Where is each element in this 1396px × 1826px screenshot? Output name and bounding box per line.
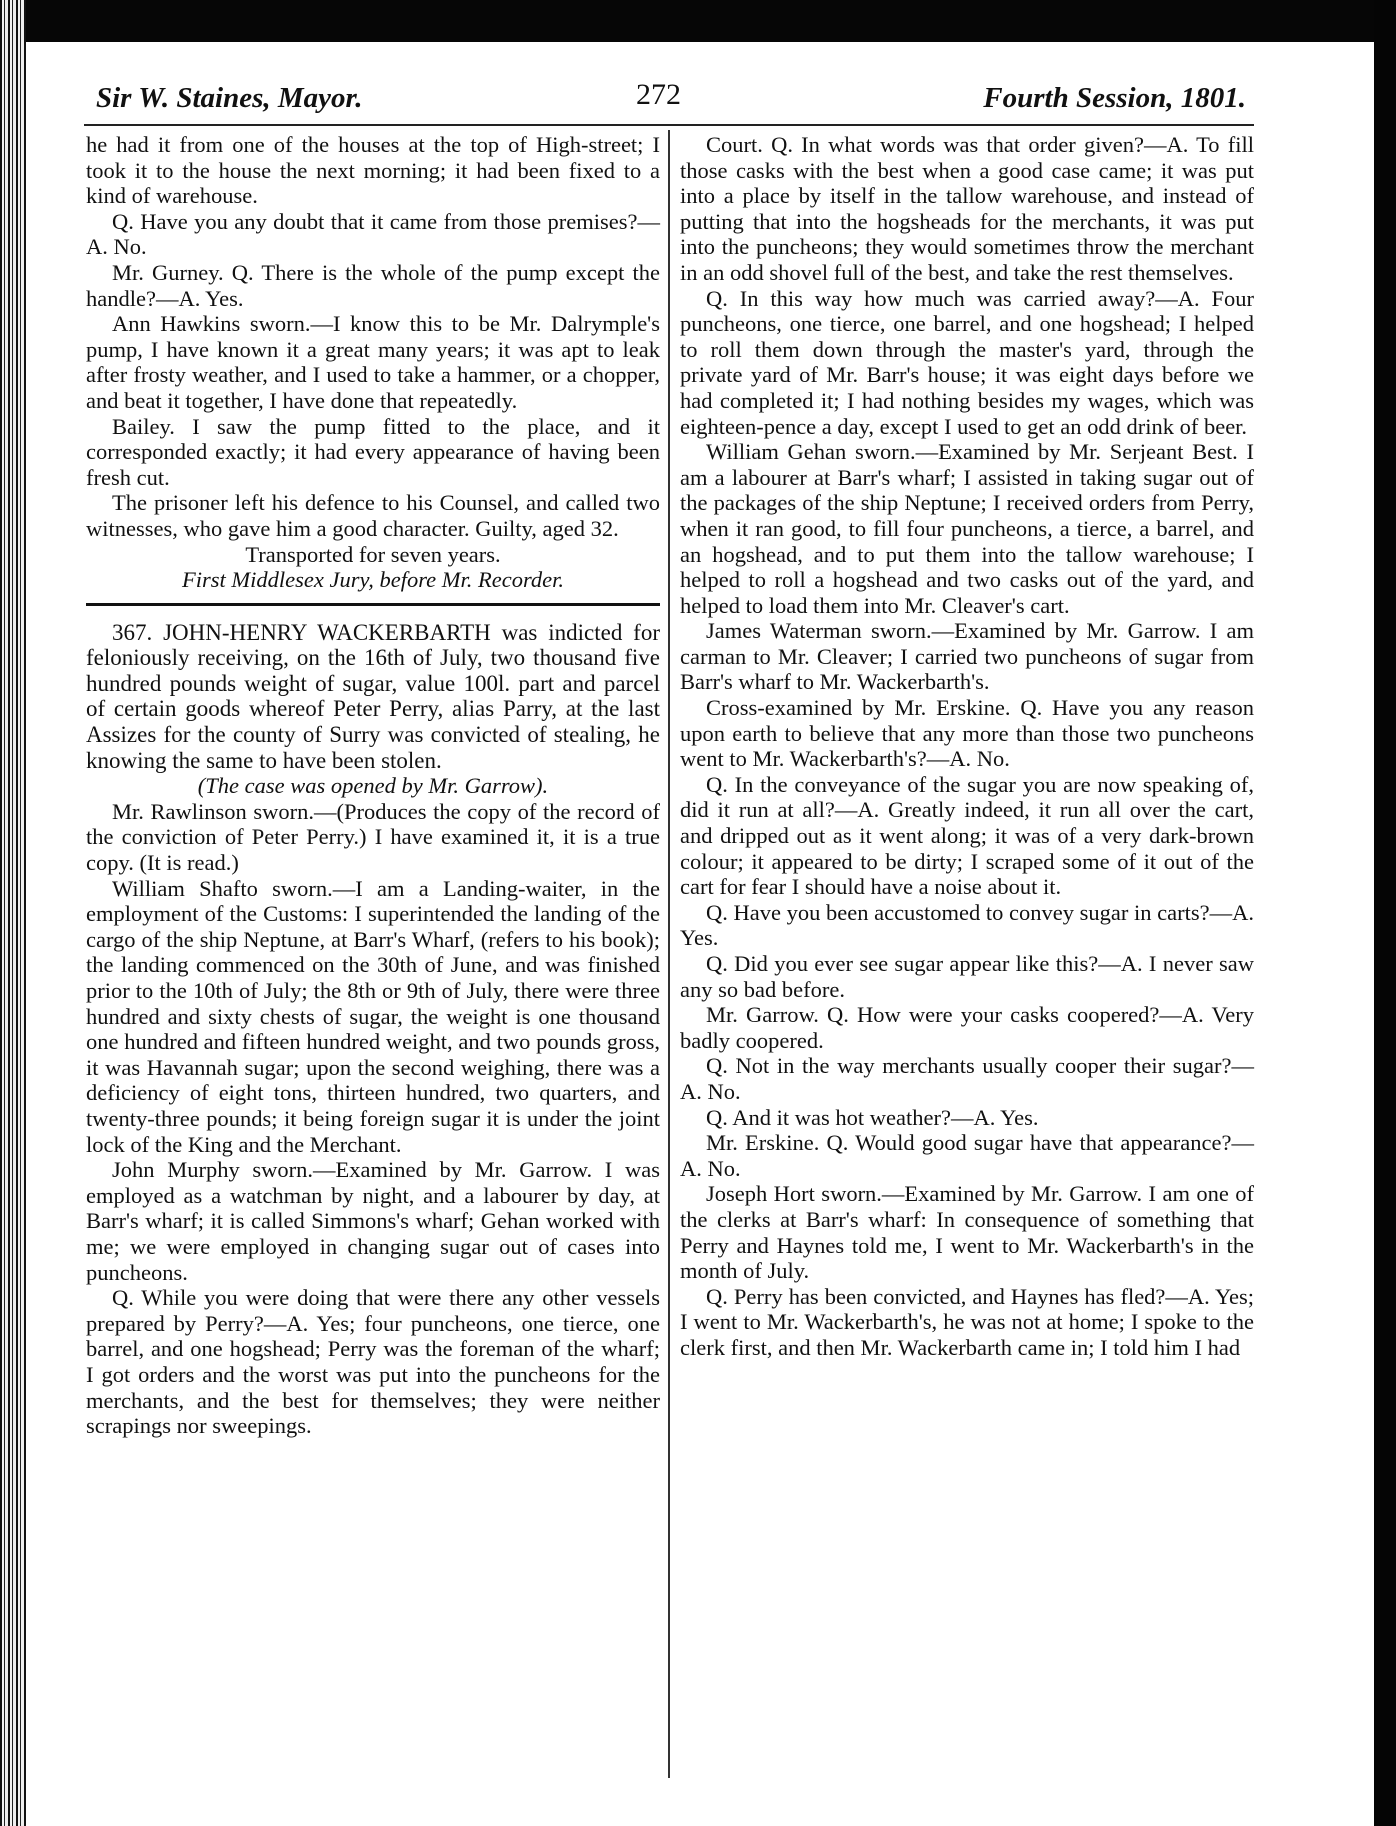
paragraph: Q. Have you any doubt that it came from those premises?—A. No. [86,208,660,260]
paragraph: Joseph Hort sworn.—Examined by Mr. Garrow. I am one of the clerks at Barr's wharf: In consequence of something that Perry and Haynes told me, I went to Mr. Wackerbarth's in the month of July. [680,1181,1254,1284]
paragraph: Mr. Rawlinson sworn.—(Produces the copy of the record of the conviction of Peter Perry.) I have examined it, it is a true copy. (It is read.) [86,798,660,876]
header-left: Sir W. Staines, Mayor. [96,82,363,114]
paragraph: Bailey. I saw the pump fitted to the place, and it corresponded exactly; it had every appearance of having been fresh cut. [86,413,660,490]
paragraph: (The case was opened by Mr. Garrow). [197,773,549,799]
case-divider [86,603,660,606]
paragraph: Q. And it was hot weather?—A. Yes. [706,1104,1039,1130]
paragraph: Mr. Garrow. Q. How were your casks coopered?—A. Very badly coopered. [680,1002,1254,1053]
paragraph: Court. Q. In what words was that order given?—A. To fill those casks with the best when a good case came; it was put into a place by itself in the tallow warehouse, and instead of putting that into the hogsheads for the merchants, it was put into the puncheons; they would sometimes throw the merchant in an odd shovel full of the best, and take the rest themselves. [680,132,1254,285]
paragraph: Ann Hawkins sworn.—I know this to be Mr. Dalrymple's pump, I have known it a great many years; it was apt to leak after frosty weather, and I used to take a hammer, or a chopper, and beat it together, I have done that repeatedly. [86,311,660,413]
scan-top-edge [0,0,1396,42]
paragraph: William Gehan sworn.—Examined by Mr. Serjeant Best. I am a labourer at Barr's wharf; I assisted in taking sugar out of the packages of the ship Neptune; I received orders from Perry, when it ran good, to fill four puncheons, a tierce, a barrel, and an hogshead, and to put them into the tallow warehouse; I helped to roll a hogshead and two casks out of the yard, and helped to load them into Mr. Cleaver's cart. [680,439,1254,618]
paragraph: Q. Did you ever see sugar appear like this?—A. I never saw any so bad before. [680,951,1254,1002]
paragraph: Q. In this way how much was carried away?—A. Four puncheons, one tierce, one barrel, and one hogshead; I helped to roll them down through the master's yard, through the private yard of Mr. Barr's house; it was eight days before we had completed it; I had nothing besides my wages, which was eighteen-pence a day, except I used to get an odd drink of beer. [680,285,1254,439]
paragraph: Mr. Gurney. Q. There is the whole of the pump except the handle?—A. Yes. [86,259,660,311]
header-right: Fourth Session, 1801. [983,82,1246,114]
paragraph: he had it from one of the houses at the top of High-street; I took it to the house the next morning; it had been fixed to a kind of warehouse. [86,132,660,209]
right-column [680,132,1254,1361]
paragraph: William Shafto sworn.—I am a Landing-waiter, in the employment of the Customs: I superintended the landing of the cargo of the ship Neptune, at Barr's Wharf, (refers to his book); the landing commenced on the 30th of June, and was finished prior to the 10th of July; the 8th or 9th of July, there were three hundred and sixty chests of sugar, the weight is one thousand one hundred and fifteen hundred weight, and two pounds gross, it was Havannah sugar; upon the second weighing, there was a deficiency of eight tons, thirteen hundred, two quarters, and twenty-three pounds; it being foreign sugar it is under the joint lock of the King and the Merchant. [86,875,660,1157]
paragraph: Q. In the conveyance of the sugar you are now speaking of, did it run at all?—A. Greatly indeed, it run all over the cart, and dripped out as it went along; it was of a very dark-brown colour; it appeared to be dirty; I scraped some of it out of the cart for fear I should have a noise about it. [680,771,1254,900]
paragraph: Cross-examined by Mr. Erskine. Q. Have you any reason upon earth to believe that any more than those two puncheons went to Mr. Wackerbarth's?—A. No. [680,695,1254,772]
paragraph: James Waterman sworn.—Examined by Mr. Garrow. I am carman to Mr. Cleaver; I carried two puncheons of sugar from Barr's wharf to Mr. Wackerbarth's. [680,618,1254,695]
scan-left-edge [0,0,26,1826]
header-rule [84,124,1254,126]
paragraph: Q. Not in the way merchants usually cooper their sugar?—A. No. [680,1053,1254,1104]
scan-right-edge [1374,0,1396,1826]
case-heading-paragraph: 367. JOHN-HENRY WACKERBARTH was indicted for feloniously receiving, on the 16th of July, two thousand five hundred pounds weight of sugar, value 100l. part and parcel of certain goods whereof Peter Perry, alias Parry, at the last Assizes for the county of Surry was convicted of stealing, he knowing the same to have been stolen. [86,619,660,773]
page-number: 272 [636,78,681,111]
paragraph: Q. While you were doing that were there any other vessels prepared by Perry?—A. Yes; four puncheons, one tierce, one barrel, and one hogshead; Perry was the foreman of the wharf; I got orders and the worst was put into the puncheons for the merchants, and the best for themselves; they were neither scrapings nor sweepings. [86,1285,660,1439]
column-divider [668,130,670,1778]
paragraph: Q. Perry has been convicted, and Haynes has fled?—A. Yes; I went to Mr. Wackerbarth's, he was not at home; I spoke to the clerk first, and then Mr. Wackerbarth came in; I told him I had [680,1283,1254,1360]
paragraph: The prisoner left his defence to his Counsel, and called two witnesses, who gave him a good character. Guilty, aged 32. [86,490,660,541]
sentence-line: Transported for seven years. [245,541,501,567]
jury-line: First Middlesex Jury, before Mr. Recorder. [182,567,564,593]
document-page [64,70,1256,1786]
left-column [86,132,660,1439]
paragraph: Mr. Erskine. Q. Would good sugar have that appearance?—A. No. [680,1130,1254,1181]
paragraph: Q. Have you been accustomed to convey sugar in carts?—A. Yes. [680,899,1254,951]
paragraph: John Murphy sworn.—Examined by Mr. Garrow. I was employed as a watchman by night, and a labourer by day, at Barr's wharf; it is called Simmons's wharf; Gehan worked with me; we were employed in changing sugar out of cases into puncheons. [86,1157,660,1285]
running-header [96,78,1246,124]
